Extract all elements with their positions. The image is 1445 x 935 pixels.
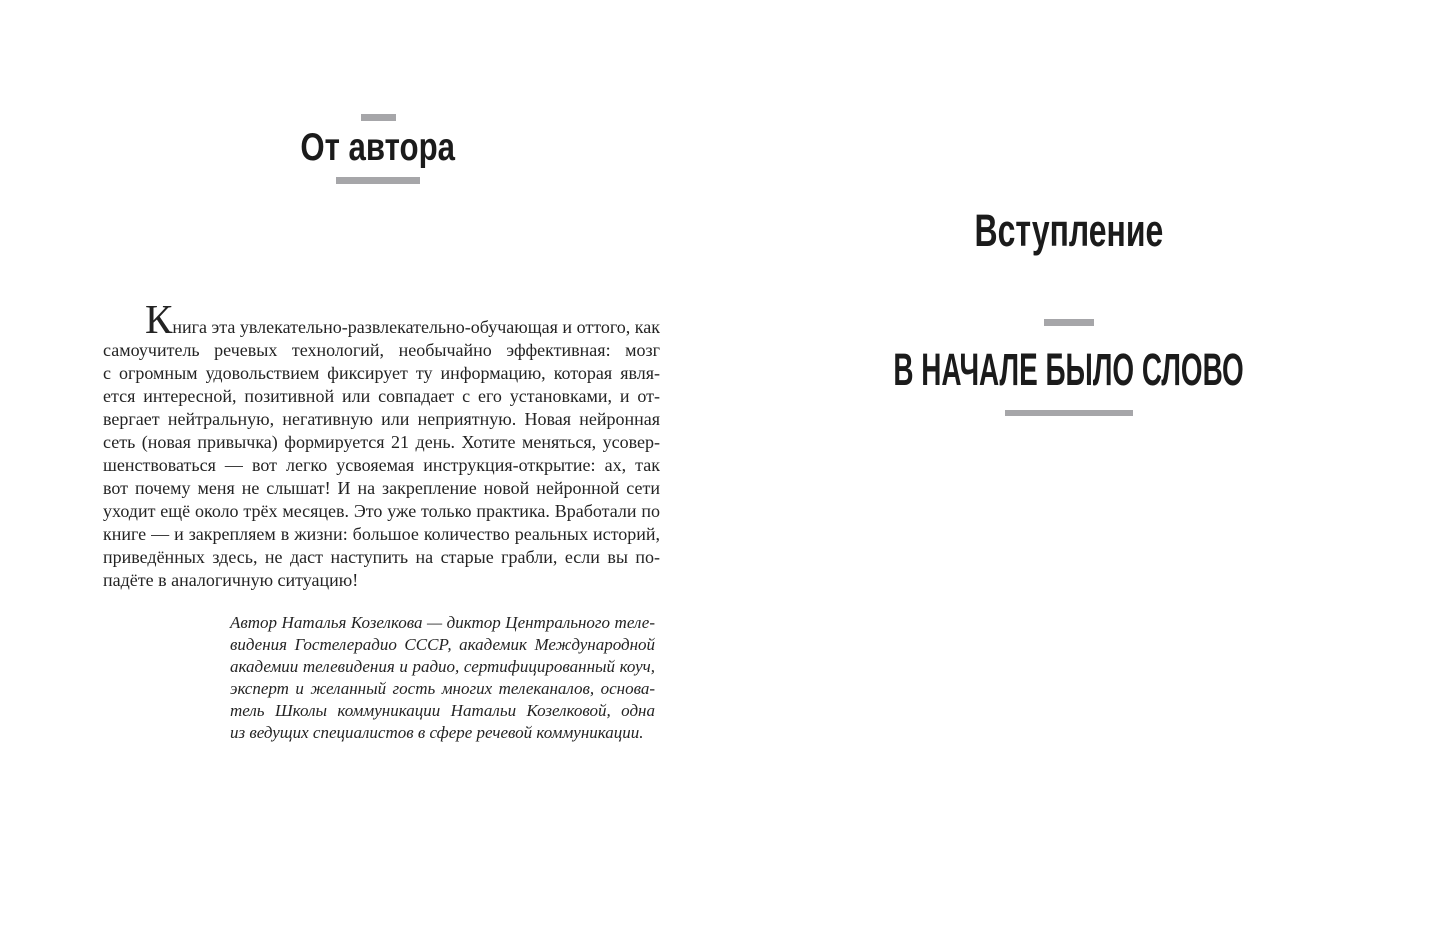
author-note-line: тель Школы коммуникации Натальи Козелковой, одна (230, 701, 655, 720)
ornament-bar-top (1044, 319, 1094, 326)
author-note-line: видения Гостелерадио СССР, академик Международной (230, 635, 655, 654)
paragraph-line: вергает нейтральную, негативную или неприятную. Новая нейронная (103, 409, 660, 429)
left-page-heading-group (178, 114, 578, 184)
author-note-line: из ведущих специалистов в сфере речевой коммуникации. (230, 723, 644, 742)
paragraph-line (103, 296, 660, 342)
paragraph-line: книге — и закрепляем в жизни: большое количество реальных историй, (103, 524, 660, 544)
paragraph-line-text: нига эта увлекательно-развлекательно-обучающая и оттого, как (172, 317, 660, 337)
ornament-bar-bottom (1005, 410, 1133, 416)
paragraph-line: ется интересной, позитивной или совпадает с его установками, и от- (103, 386, 660, 406)
section-title (786, 345, 1351, 395)
drop-cap: К (145, 296, 173, 342)
paragraph-line: шенствоваться — вот легко усвояемая инструкция-открытие: ах, так (103, 455, 660, 475)
paragraph-line: уходит ещё около трёх месяцев. Это уже только практика. Вработали по (103, 501, 660, 521)
paragraph-line: падёте в аналогичную ситуацию! (103, 570, 359, 590)
author-note-line: Автор Наталья Козелкова — диктор Центрального теле- (230, 613, 655, 632)
chapter-heading-group (869, 206, 1269, 256)
chapter-title-text: Вступление (974, 205, 1164, 256)
author-note (230, 612, 655, 744)
ornament-bar-top (361, 114, 396, 121)
section-title-text: В НАЧАЛЕ БЫЛО СЛОВО (893, 344, 1245, 395)
section-heading-group (869, 319, 1269, 416)
paragraph-line: самоучитель речевых технологий, необычайно эффективная: мозг (103, 340, 660, 360)
body-paragraph (103, 296, 660, 592)
ornament-bar-bottom (336, 177, 420, 184)
paragraph-line: вот почему меня не слышат! И на закрепление новой нейронной сети (103, 478, 660, 498)
page-title-text: От автора (300, 126, 456, 169)
paragraph-line: приведённых здесь, не даст наступить на старые грабли, если вы по- (103, 547, 660, 567)
paragraph-line: с огромным удовольствием фиксирует ту информацию, которая явля- (103, 363, 660, 383)
paragraph-line: сеть (новая привычка) формируется 21 день. Хотите меняться, усовер- (103, 432, 660, 452)
author-note-line: эксперт и желанный гость многих телеканалов, основа- (230, 679, 655, 698)
author-note-line: академии телевидения и радио, сертифицированный коуч, (230, 657, 655, 676)
chapter-title (936, 206, 1202, 256)
page-title (281, 126, 474, 170)
